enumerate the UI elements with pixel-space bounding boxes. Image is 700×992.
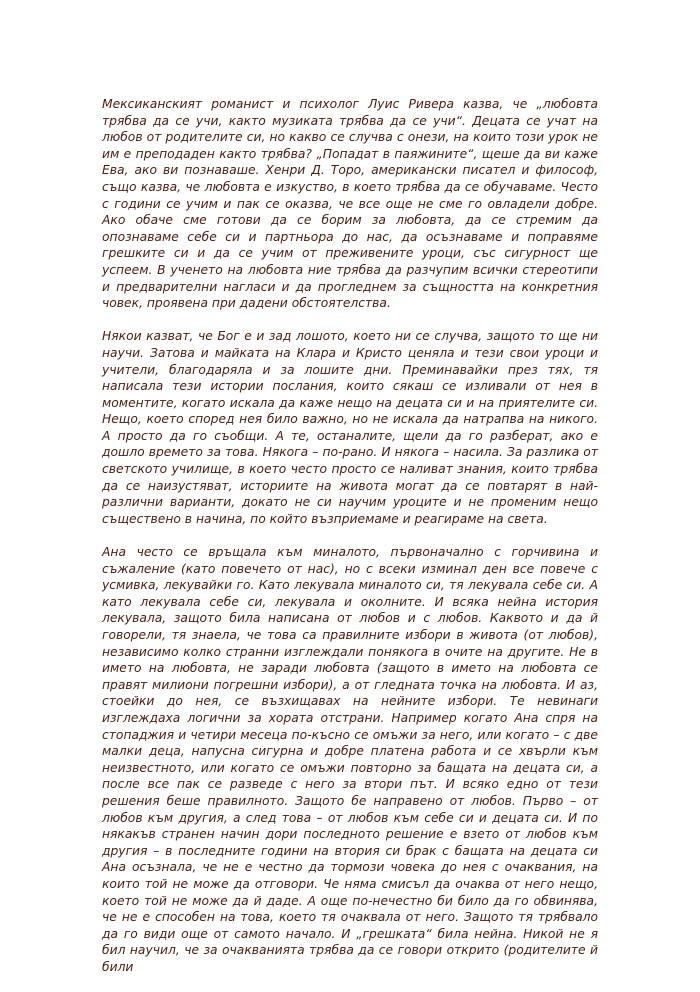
paragraph-2: Някои казват, че Бог е и зад лошото, което ни се случва, защото то ще ни научи. Затова и майката на Клара и Кристо ценяла и тези свои уроци и учители, благодаряла и за лошите дни. Преминавайки през тях, тя написала тези истории послания, които сякаш се изливали от нея в моментите, когато искала да каже нещо на децата си и на приятелите си. Нещо, което според нея било важно, но не искала да натрапва на никого. А просто да го съобщи. А те, останалите, щели да го разберат, ако е дошло времето за това. Някога – по-рано. И някога – насила. За разлика от светското училище, в което често просто се наливат знания, които трябва да се наизустяват, историите на живота могат да се повтарят в най-различни варианти, докато не си научим уроците и не променим нещо съществено в начина, по който възприемаме и реагираме на света. [102,329,598,526]
paragraph-3: Ана често се връщала към миналото, първоначално с горчивина и съжаление (като повечето от нас), но с всеки изминал ден все повече с усмивка, лекувайки го. Като лекувала миналото си, тя лекувала себе си. А като лекувала себе си, лекувала и околните. И всяка нейна история лекувала, защото била написана от любов и с любов. Каквото и да й говорели, тя знаела, че това са правилните избори в живота (от любов), независимо колко странни изглеждали понякога в очите на другите. Не в името на любовта, не заради любовта (защото в името на любовта се правят милиони погрешни избори), а от гледната точка на любовта. И аз, стоейки до нея, се възхищавах на нейните избори. Те невинаги изглеждаха логични за хората отстрани. Например когато Ана спря на стопаджия и четири месеца по-късно се омъжи за него, или когато – с две малки деца, напусна сигурна и добре платена работа и се хвърли към неизвестното, или когато се омъжи повторно за бащата на децата си, а после все пак се разведе с него за втори път. И всяко едно от тези решения беше правилното. Защото бе направено от любов. Първо – от любов към другия, а след това – от любов към себе си и децата си. И по някакъв странен начин дори последното решение е взето от любов към другия – в последните години на втория си брак с бащата на децата си Ана осъзнала, че не е честно да тормози човека до нея с очаквания, на които той не може да отговори. Че няма смисъл да очаква от него нещо, което той не може да й даде. А още по-нечестно би било да го обвинява, че не е способен на това, което тя очаквала от него. Защото тя трябвало да го види още от самото начало. И „грешката“ била нейна. Никой не я бил научил, че за очакванията трябва да се говори открито (родителите й били [102,545,598,974]
paragraph-1: Мексиканският романист и психолог Луис Ривера казва, че „любовта трябва да се учи, както музиката трябва да се учи“. Децата се учат на любов от родителите си, но какво се случва с онези, на които този урок не им е преподаден както трябва? „Попадат в паяжините“, щеше да ви каже Ева, ако ви познаваше. Хенри Д. Торо, американски писател и философ, също казва, че любовта е изкуство, в което трябва да се обучаваме. Често с години се учим и пак се оказва, че все още не сме го овладели добре. Ако обаче сме готови да се борим за любовта, да се стремим да опознаваме себе си и партньора до нас, да осъзнаваме и поправяме грешките си и да се учим от преживените уроци, със сигурност ще успеем. В ученето на любовта ние трябва да разчупим всички стереотипи и предварителни нагласи и да прогледнем за същността на конкретния човек, проявена при дадени обстоятелства. [102,97,598,311]
body-text [102,96,598,992]
